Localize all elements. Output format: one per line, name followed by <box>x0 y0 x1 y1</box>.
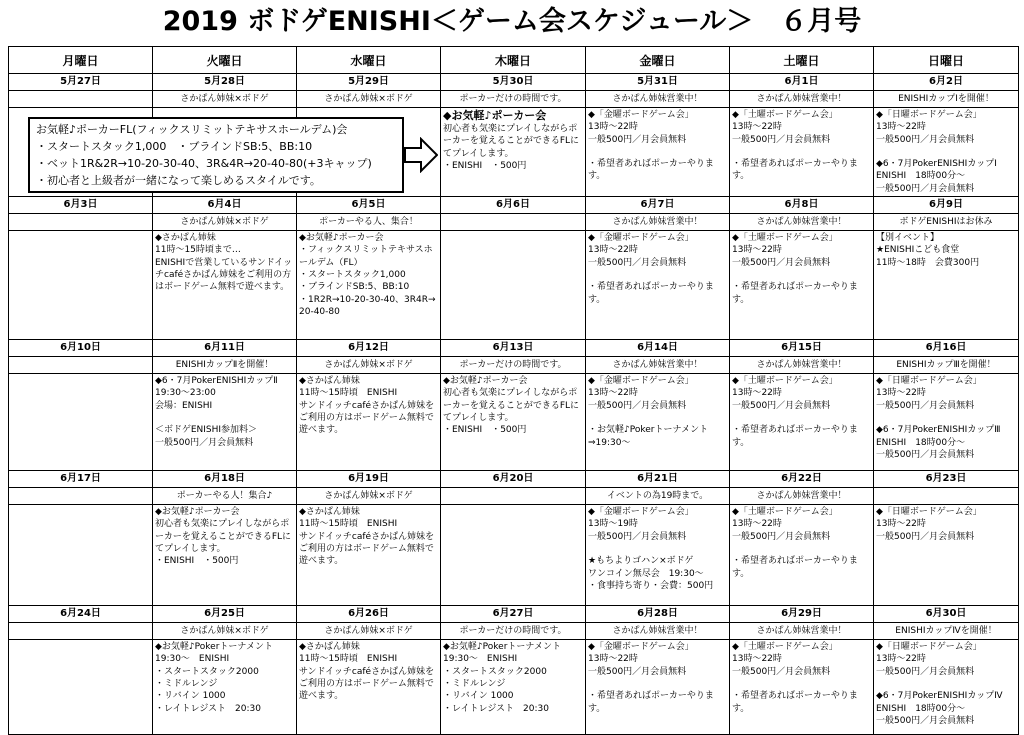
event-heading-wed: さかぱん姉妹×ボドゲ <box>297 357 441 374</box>
date-cell-thu: 6月20日 <box>441 471 586 488</box>
date-cell-mon: 5月27日 <box>9 74 153 91</box>
notice-line: ・スタートスタック1,000 ・ブラインドSB:5、BB:10 <box>36 140 313 153</box>
event-heading-sun: ENISHIカップⅢを開催！ <box>874 357 1019 374</box>
date-row <box>9 471 1019 488</box>
date-cell-mon: 6月24日 <box>9 606 153 623</box>
date-cell-fri: 5月31日 <box>586 74 730 91</box>
weekday-sunday: 日曜日 <box>874 47 1019 74</box>
event-detail-text: ◆6・7月PokerENISHIカップⅡ 19:30～23:00 会場：ENISHI ＜ボドゲENISHI参加料＞ 一般500円／月会員無料 <box>155 376 278 448</box>
event-detail-text: ◆「土曜ボードゲーム会」 13時～22時 一般500円／月会員無料 ・希望者あればポーカーやります。 <box>732 233 858 305</box>
date-cell-wed: 6月26日 <box>297 606 441 623</box>
event-detail-wed <box>297 505 441 606</box>
event-heading-sat: さかぱん姉妹営業中！ <box>730 357 874 374</box>
event-heading-sat: さかぱん姉妹営業中！ <box>730 488 874 505</box>
heading-row <box>9 623 1019 640</box>
date-cell-mon: 6月17日 <box>9 471 153 488</box>
date-cell-tue: 5月28日 <box>153 74 297 91</box>
event-detail-text: ◆「土曜ボードゲーム会」 13時～22時 一般500円／月会員無料 ・希望者あればポーカーやります。 <box>732 642 858 714</box>
event-heading-mon <box>9 91 153 108</box>
event-detail-text: ◆お気軽♪Pokerトーナメント 19:30～ ENISHI ・スタートスタック2000 ・ミドルレンジ ・リバイン 1000 ・レイトレジスト 20:30 <box>155 642 274 714</box>
event-heading-tue: さかぱん姉妹×ボドゲ <box>153 214 297 231</box>
event-detail-text: ◆「金曜ボードゲーム会」 13時～22時 一般500円／月会員無料 ・希望者あればポーカーやります。 <box>588 642 714 714</box>
event-detail-fri <box>586 505 730 606</box>
event-detail-wed <box>297 640 441 735</box>
date-cell-tue: 6月25日 <box>153 606 297 623</box>
event-detail-sun <box>874 231 1019 340</box>
event-detail-sat <box>730 640 874 735</box>
event-heading-sat: さかぱん姉妹営業中！ <box>730 214 874 231</box>
date-cell-sat: 6月8日 <box>730 197 874 214</box>
event-heading-mon <box>9 488 153 505</box>
event-heading-sat: さかぱん姉妹営業中！ <box>730 623 874 640</box>
date-cell-wed: 6月5日 <box>297 197 441 214</box>
event-heading-mon <box>9 214 153 231</box>
event-heading-thu <box>441 488 586 505</box>
detail-row <box>9 231 1019 340</box>
notice-line: ・初心者と上級者が一緒になって楽しめるスタイルです。 <box>36 174 321 187</box>
weekday-thursday: 木曜日 <box>441 47 586 74</box>
event-detail-thu <box>441 108 586 197</box>
date-cell-tue: 6月4日 <box>153 197 297 214</box>
event-heading-fri: さかぱん姉妹営業中！ <box>586 91 730 108</box>
notice-line: お気軽♪ポーカーFL(フィックスリミットテキサスホールデム)会 <box>36 123 348 136</box>
event-detail-mon <box>9 374 153 471</box>
event-detail-sun <box>874 374 1019 471</box>
date-cell-sun: 6月9日 <box>874 197 1019 214</box>
date-row <box>9 340 1019 357</box>
date-cell-tue: 6月11日 <box>153 340 297 357</box>
event-heading-thu: ポーカーだけの時間です。 <box>441 623 586 640</box>
date-cell-mon: 6月3日 <box>9 197 153 214</box>
event-detail-tue <box>153 374 297 471</box>
date-row <box>9 197 1019 214</box>
event-heading-thu <box>441 214 586 231</box>
event-detail-sun <box>874 108 1019 197</box>
date-row <box>9 74 1019 91</box>
event-heading-sun: ENISHIカップⅣを開催！ <box>874 623 1019 640</box>
event-detail-text: ◆さかぱん姉妹 11時～15時頃 ENISHI サンドイッチcaféさかぱん姉妹をご利用の方はボードゲーム無料で遊べます。 <box>299 376 435 436</box>
date-cell-sat: 6月15日 <box>730 340 874 357</box>
event-heading-fri: さかぱん姉妹営業中！ <box>586 214 730 231</box>
event-heading-tue: さかぱん姉妹×ボドゲ <box>153 623 297 640</box>
event-detail-sat <box>730 374 874 471</box>
date-cell-fri: 6月28日 <box>586 606 730 623</box>
event-detail-text: ◆「土曜ボードゲーム会」 13時～22時 一般500円／月会員無料 ・希望者あればポーカーやります。 <box>732 376 858 448</box>
event-heading-sun: ボドゲENISHIはお休み <box>874 214 1019 231</box>
date-cell-wed: 6月19日 <box>297 471 441 488</box>
date-cell-sat: 6月29日 <box>730 606 874 623</box>
heading-row <box>9 357 1019 374</box>
event-heading-wed: さかぱん姉妹×ボドゲ <box>297 623 441 640</box>
date-cell-thu: 6月6日 <box>441 197 586 214</box>
date-cell-mon: 6月10日 <box>9 340 153 357</box>
event-detail-thu <box>441 640 586 735</box>
event-detail-fri <box>586 108 730 197</box>
event-detail-text: ◆「金曜ボードゲーム会」 13時～19時 一般500円／月会員無料 ★もちよりゴハン×ボドゲ ワンコイン無尽会 19:30～ ・食事持ち寄り・会費：500円 <box>588 507 714 591</box>
event-heading-mon <box>9 623 153 640</box>
event-detail-text: ◆さかぱん姉妹 11時～15時頃 ENISHI サンドイッチcaféさかぱん姉妹をご利用の方はボードゲーム無料で遊べます。 <box>299 642 435 702</box>
page-title: 2019 ボドゲENISHI＜ゲーム会スケジュール＞ ６月号 <box>162 6 862 37</box>
event-detail-text: 初心者も気楽にプレイしながらポーカーを覚えることができるFLにてプレイします。 ・ENISHI ・500円 <box>443 124 580 171</box>
event-heading-mon <box>9 357 153 374</box>
event-heading-tue: ポーカーやる人！集合♪ <box>153 488 297 505</box>
event-heading-fri: さかぱん姉妹営業中！ <box>586 357 730 374</box>
date-cell-sat: 6月22日 <box>730 471 874 488</box>
event-detail-text: ◆「土曜ボードゲーム会」 13時～22時 一般500円／月会員無料 ・希望者あればポーカーやります。 <box>732 110 858 182</box>
date-cell-tue: 6月18日 <box>153 471 297 488</box>
heading-row <box>9 91 1019 108</box>
heading-row <box>9 214 1019 231</box>
date-cell-thu: 5月30日 <box>441 74 586 91</box>
event-detail-text: ◆さかぱん姉妹 11時～15時頃まで… ENISHIで営業しているサンドイッチcaféさかぱん姉妹をご利用の方はボードゲーム無料で遊べます。 <box>155 233 293 293</box>
event-detail-text: 【別イベント】 ★ENISHIこども食堂 11時～18時 会費300円 <box>876 233 980 268</box>
event-detail-text: ◆お気軽♪ポーカー会 ・フィックスリミットテキサスホールデム（FL） ・スタートスタック1,000 ・ブラインドSB:5、BB:10 ・1R2R→10-20-30-40、3R4R→20-40-80 <box>299 233 436 317</box>
date-cell-sun: 6月23日 <box>874 471 1019 488</box>
event-detail-mon <box>9 640 153 735</box>
event-detail-sun <box>874 505 1019 606</box>
event-heading-fri: さかぱん姉妹営業中！ <box>586 623 730 640</box>
event-detail-wed <box>297 374 441 471</box>
weekday-saturday: 土曜日 <box>730 47 874 74</box>
event-detail-text: ◆さかぱん姉妹 11時～15時頃 ENISHI サンドイッチcaféさかぱん姉妹をご利用の方はボードゲーム無料で遊べます。 <box>299 507 435 567</box>
event-detail-text: ◆「金曜ボードゲーム会」 13時～22時 一般500円／月会員無料 ・希望者あればポーカーやります。 <box>588 233 714 305</box>
event-detail-text: ◆「金曜ボードゲーム会」 13時～22時 一般500円／月会員無料 ・お気軽♪Pokerトーナメント ⇒19:30～ <box>588 376 709 448</box>
detail-row <box>9 505 1019 606</box>
event-detail-text: ◆お気軽♪Pokerトーナメント 19:30～ ENISHI ・スタートスタック2000 ・ミドルレンジ ・リバイン 1000 ・レイトレジスト 20:30 <box>443 642 562 714</box>
event-detail-text: ◆「土曜ボードゲーム会」 13時～22時 一般500円／月会員無料 ・希望者あればポーカーやります。 <box>732 507 858 579</box>
weekday-header-row <box>9 47 1019 74</box>
right-arrow-icon <box>404 137 438 173</box>
detail-row <box>9 640 1019 735</box>
event-detail-text: ◆「金曜ボードゲーム会」 13時～22時 一般500円／月会員無料 ・希望者あればポーカーやります。 <box>588 110 714 182</box>
date-cell-sun: 6月16日 <box>874 340 1019 357</box>
event-detail-text: ◆「日曜ボードゲーム会」 13時～22時 一般500円／月会員無料 <box>876 507 982 542</box>
event-detail-tue <box>153 640 297 735</box>
event-heading-wed: ポーカーやる人、集合！ <box>297 214 441 231</box>
detail-row <box>9 374 1019 471</box>
event-heading-tue: ENISHIカップⅡを開催！ <box>153 357 297 374</box>
event-detail-fri <box>586 640 730 735</box>
date-cell-wed: 5月29日 <box>297 74 441 91</box>
event-detail-sat <box>730 505 874 606</box>
date-cell-thu: 6月13日 <box>441 340 586 357</box>
event-detail-sun <box>874 640 1019 735</box>
event-detail-thu <box>441 505 586 606</box>
date-cell-fri: 6月14日 <box>586 340 730 357</box>
date-cell-wed: 6月12日 <box>297 340 441 357</box>
event-heading-fri: イベントの為19時まで。 <box>586 488 730 505</box>
date-cell-fri: 6月21日 <box>586 471 730 488</box>
weekday-wednesday: 水曜日 <box>297 47 441 74</box>
weekday-friday: 金曜日 <box>586 47 730 74</box>
weekday-tuesday: 火曜日 <box>153 47 297 74</box>
event-detail-text: ◆「日曜ボードゲーム会」 13時～22時 一般500円／月会員無料 ◆6・7月PokerENISHIカップⅣ ENISHI 18時00分～ 一般500円／月会員無料 <box>876 642 1003 726</box>
event-detail-text: ◆「日曜ボードゲーム会」 13時～22時 一般500円／月会員無料 ◆6・7月PokerENISHIカップⅠ ENISHI 18時00分～ 一般500円／月会員無料 <box>876 110 997 194</box>
date-cell-sun: 6月30日 <box>874 606 1019 623</box>
event-detail-tue <box>153 231 297 340</box>
event-heading-sun: ENISHIカップⅠを開催！ <box>874 91 1019 108</box>
date-cell-thu: 6月27日 <box>441 606 586 623</box>
event-detail-sat <box>730 231 874 340</box>
event-detail-title: ◆お気軽♪ポーカー会 <box>443 109 547 122</box>
date-cell-fri: 6月7日 <box>586 197 730 214</box>
date-row <box>9 606 1019 623</box>
event-heading-wed: さかぱん姉妹×ボドゲ <box>297 488 441 505</box>
event-detail-mon <box>9 505 153 606</box>
weekday-monday: 月曜日 <box>9 47 153 74</box>
event-detail-mon <box>9 231 153 340</box>
event-heading-thu: ポーカーだけの時間です。 <box>441 357 586 374</box>
event-heading-sun <box>874 488 1019 505</box>
event-detail-fri <box>586 374 730 471</box>
event-detail-wed <box>297 231 441 340</box>
notice-line: ・ベット1R&2R→10-20-30-40、3R&4R→20-40-80(+3キャップ) <box>36 157 372 170</box>
event-detail-fri <box>586 231 730 340</box>
heading-row <box>9 488 1019 505</box>
event-heading-tue: さかぱん姉妹×ボドゲ <box>153 91 297 108</box>
date-cell-sat: 6月1日 <box>730 74 874 91</box>
event-heading-sat: さかぱん姉妹営業中！ <box>730 91 874 108</box>
event-heading-wed: さかぱん姉妹×ボドゲ <box>297 91 441 108</box>
event-detail-thu <box>441 231 586 340</box>
event-detail-thu <box>441 374 586 471</box>
poker-notice-box <box>28 117 404 193</box>
event-detail-text: ◆お気軽♪ポーカー会 初心者も気楽にプレイしながらポーカーを覚えることができるFLにてプレイします。 ・ENISHI ・500円 <box>443 376 580 436</box>
event-detail-tue <box>153 505 297 606</box>
event-detail-sat <box>730 108 874 197</box>
event-detail-text: ◆お気軽♪ポーカー会 初心者も気楽にプレイしながらポーカーを覚えることができるFLにてプレイします。 ・ENISHI ・500円 <box>155 507 292 567</box>
date-cell-sun: 6月2日 <box>874 74 1019 91</box>
event-heading-thu: ポーカーだけの時間です。 <box>441 91 586 108</box>
event-detail-text: ◆「日曜ボードゲーム会」 13時～22時 一般500円／月会員無料 ◆6・7月PokerENISHIカップⅢ ENISHI 18時00分～ 一般500円／月会員無料 <box>876 376 1001 460</box>
